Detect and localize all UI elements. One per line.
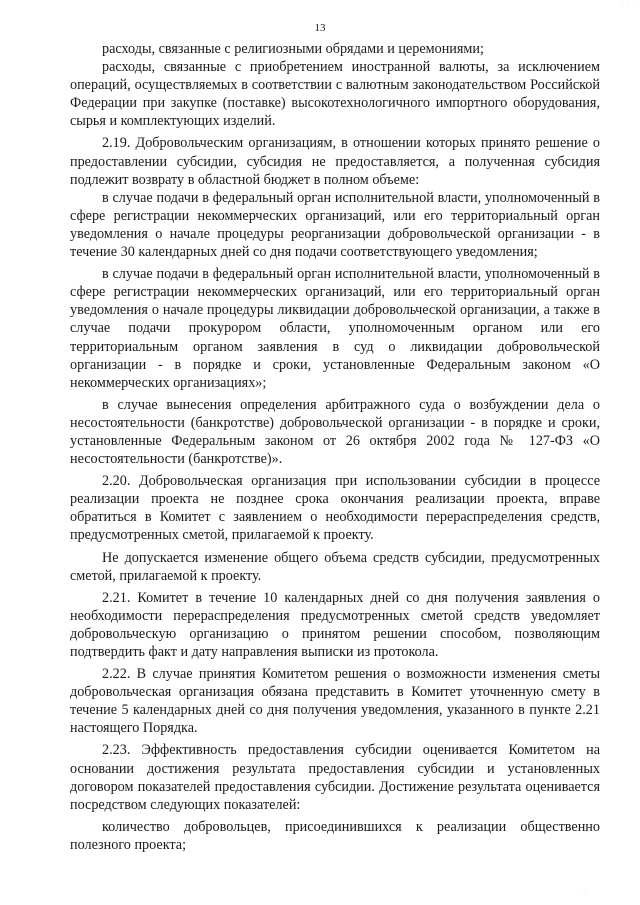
paragraph-volunteer-count: количество добровольцев, присоединившихся к реализации общественно полезного проекта; [70,818,600,853]
paragraph-liquidation: в случае подачи в федеральный орган исполнительной власти, уполномоченный в сфере регистрации некоммерческих организаций, или его территориальный орган уведомления о начале процедуры ликвидации добровольческой организации, а также в случае подачи прокурором области, уполномоченным органом или его территориальным органом заявления в суд о ликвидации добровольческой организации - в порядке и сроки, установленные Федеральным законом «О некоммерческих организациях»; [70,266,600,391]
paragraph-reorganization: в случае подачи в федеральный орган исполнительной власти, уполномоченный в сфере регистрации некоммерческих организаций, или его территориальный орган уведомления о начале процедуры реорганизации добровольческой организации - в течение 30 календарных дней со дня подачи соответствующего уведомления; [70,189,600,261]
paragraph-bankruptcy: в случае вынесения определения арбитражного суда о возбуждении дела о несостоятельности (банкротстве) добровольческой организации - в порядке и сроки, установленные Федеральным законом от 26 октября 2002 года № 127-ФЗ «О несостоятельности (банкротстве)». [70,396,600,468]
paragraph-no-change-total: Не допускается изменение общего объема средств субсидии, предусмотренных сметой, прилагаемой к проекту. [70,549,600,584]
paragraph-2-23: 2.23. Эффективность предоставления субсидии оценивается Комитетом на основании достижения результата предоставления субсидии и установленных договором показателей предоставления субсидии. Достижение результата оценивается посредством следующих показателей: [70,742,600,813]
scan-corner-mark: · · · [622,0,636,6]
document-body [70,40,600,854]
paragraph-religious-expenses: расходы, связанные с религиозными обрядами и церемониями; [102,41,484,57]
paragraph-2-19: 2.19. Добровольческим организациям, в отношении которых принято решение о предоставлении субсидии, субсидия не предоставляется, а полученная субсидия подлежит возврату в областной бюджет в полном объеме: [70,135,600,188]
scan-edge-mark: · · [580,891,586,897]
page-number: 13 [314,22,326,34]
paragraph-2-22: 2.22. В случае принятия Комитетом решения о возможности изменения сметы добровольческая организация обязана представить в Комитет уточненную смету в течение 5 календарных дней со дня получения уведомления, указанного в пункте 2.21 настоящего Порядка. [70,666,600,737]
paragraph-currency-expenses: расходы, связанные с приобретением иностранной валюты, за исключением операций, осуществляемых в соответствии с валютным законодательством Российской Федерации при закупке (поставке) высокотехнологичного импортного оборудования, сырья и комплектующих изделий. [70,59,600,130]
paragraph-2-21: 2.21. Комитет в течение 10 календарных дней со дня получения заявления о необходимости перераспределения предусмотренных сметой средств уведомляет добровольческую организацию о принятом решении способом, позволяющим подтвердить факт и дату направления выписки из протокола. [70,589,600,660]
paragraph-2-20: 2.20. Добровольческая организация при использовании субсидии в процессе реализации проекта не позднее срока окончания реализации проекта, вправе обратиться в Комитет с заявлением о необходимости перераспределения средств, предусмотренных сметой, прилагаемой к проекту. [70,473,600,544]
